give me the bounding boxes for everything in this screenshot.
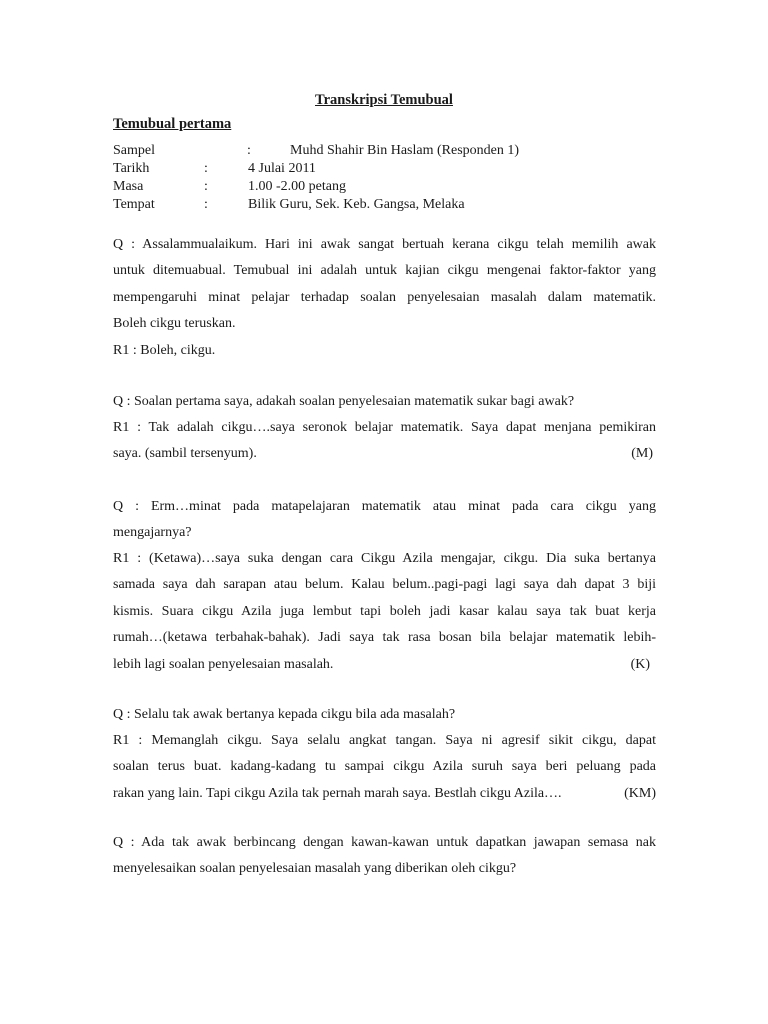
meta-value: 1.00 -2.00 petang <box>248 179 346 194</box>
answer-3 <box>113 546 656 678</box>
text-line: rumah…(ketawa terbahak-bahak). Jadi saya tak rasa bosan bila belajar matematik lebih- <box>113 630 656 646</box>
answer-4 <box>113 728 656 807</box>
text-line: Q : Ada tak awak berbincang dengan kawan-kawan untuk dapatkan jawapan semasa nak <box>113 835 656 850</box>
meta-colon: : <box>204 179 208 194</box>
meta-row-sampel <box>113 142 673 160</box>
coding-label: (M) <box>631 446 653 462</box>
meta-value: Bilik Guru, Sek. Keb. Gangsa, Melaka <box>248 197 465 212</box>
text-line: samada saya dah sarapan atau belum. Kalau belum..pagi-pagi lagi saya dah dapat 3 biji <box>113 577 656 593</box>
text-line-with-code <box>113 441 656 467</box>
text-line: R1 : Tak adalah cikgu….saya seronok belajar matematik. Saya dapat menjana pemikiran <box>113 420 656 435</box>
answer-1 <box>113 338 656 364</box>
meta-row-masa <box>113 178 673 196</box>
text-line: Q : Assalammualaikum. Hari ini awak sangat bertuah kerana cikgu telah memilih awak <box>113 237 656 252</box>
text-line: saya. (sambil tersenyum). <box>113 446 257 462</box>
meta-colon: : <box>204 197 208 212</box>
text-line: kismis. Suara cikgu Azila juga lembut tapi boleh jadi kasar kalau saya tak buat kerja <box>113 603 656 619</box>
meta-colon: : <box>204 161 208 176</box>
text-line: Q : Erm…minat pada matapelajaran matematik atau minat pada cara cikgu yang <box>113 499 656 514</box>
text-line: mengajarnya? <box>113 525 192 541</box>
coding-label: (KM) <box>624 785 656 801</box>
meta-label: Masa <box>113 179 144 194</box>
text-line: untuk ditemuabual. Temubual ini adalah untuk kajian cikgu mengenai faktor-faktor yang <box>113 263 656 279</box>
answer-2 <box>113 415 656 468</box>
question-5 <box>113 830 656 883</box>
text-line-with-code <box>113 781 656 807</box>
meta-value: 4 Julai 2011 <box>248 161 316 176</box>
document-title: Transkripsi Temubual <box>315 92 453 108</box>
text-line: menyelesaikan soalan penyelesaian masalah yang diberikan oleh cikgu? <box>113 861 517 877</box>
question-2 <box>113 389 656 415</box>
text-line: Q : Selalu tak awak bertanya kepada cikgu bila ada masalah? <box>113 707 456 722</box>
meta-label: Tempat <box>113 197 155 212</box>
text-line-with-code <box>113 652 656 678</box>
meta-label: Sampel <box>113 143 155 158</box>
text-line: R1 : Memanglah cikgu. Saya selalu angkat tangan. Saya ni agresif sikit cikgu, dapat <box>113 733 656 748</box>
coding-label: (K) <box>630 656 650 672</box>
section-heading: Temubual pertama <box>113 116 232 132</box>
text-line: R1 : Boleh, cikgu. <box>113 343 216 358</box>
text-line: mempengaruhi minat pelajar terhadap soalan penyelesaian masalah dalam matematik. <box>113 289 656 305</box>
text-line: lebih lagi soalan penyelesaian masalah. <box>113 656 334 672</box>
text-line: Boleh cikgu teruskan. <box>113 316 236 332</box>
text-line: rakan yang lain. Tapi cikgu Azila tak pernah marah saya. Bestlah cikgu Azila…. <box>113 785 562 801</box>
interview-details <box>113 142 673 214</box>
meta-row-tarikh <box>113 160 673 178</box>
meta-colon: : <box>247 143 251 158</box>
question-4 <box>113 702 656 728</box>
text-line: Q : Soalan pertama saya, adakah soalan penyelesaian matematik sukar bagi awak? <box>113 394 575 409</box>
meta-label: Tarikh <box>113 161 150 176</box>
question-1 <box>113 232 656 338</box>
text-line: soalan terus buat. kadang-kadang tu sampai cikgu Azila suruh saya beri peluang pada <box>113 759 656 775</box>
meta-value: Muhd Shahir Bin Haslam (Responden 1) <box>290 143 520 158</box>
question-3 <box>113 494 656 547</box>
meta-row-tempat <box>113 196 673 214</box>
text-line: R1 : (Ketawa)…saya suka dengan cara Cikgu Azila mengajar, cikgu. Dia suka bertanya <box>113 551 656 566</box>
